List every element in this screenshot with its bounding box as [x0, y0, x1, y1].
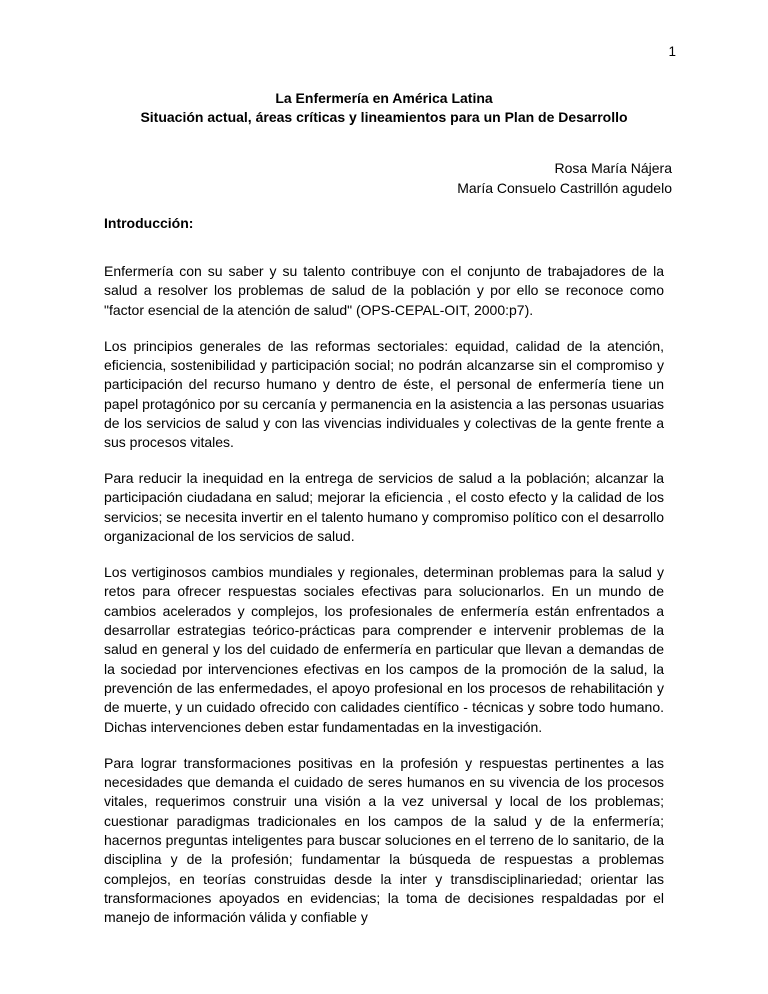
title-line-2: Situación actual, áreas críticas y lineamientos para un Plan de Desarrollo: [140, 109, 628, 125]
body-text: [104, 262, 664, 944]
paragraph: Para reducir la inequidad en la entrega de servicios de salud a la población; alcanzar la participación ciudadana en salud; mejorar la eficiencia , el costo efecto y la calidad de los servicios; se necesita invertir en el talento humano y compromiso político con el desarrollo organizacional de los servicios de salud.: [104, 470, 664, 545]
page-number: 1: [668, 44, 676, 59]
section-heading: Introducción:: [104, 215, 194, 231]
title-line-1: La Enfermería en América Latina: [275, 90, 493, 106]
paragraph: Enfermería con su saber y su talento contribuye con el conjunto de trabajadores de la salud a resolver los problemas de salud de la población y por ello se reconoce como "factor esencial de la atención de salud" (OPS-CEPAL-OIT, 2000:p7).: [104, 263, 664, 318]
document-title: [104, 89, 664, 127]
author-list: [457, 159, 672, 198]
paragraph: Para lograr transformaciones positivas en la profesión y respuestas pertinentes a las necesidades que demanda el cuidado de seres humanos en su vivencia de los procesos vitales, requerimos construir una visión a la vez universal y local de los problemas; cuestionar paradigmas tradicionales en los campos de la salud y de la enfermería; hacernos preguntas inteligentes para buscar soluciones en el terreno de lo sanitario, de la disciplina y de la profesión; fundamentar la búsqueda de respuestas a problemas complejos, en teorías construidas desde la inter y transdisciplinariedad; orientar las transformaciones apoyados en evidencias; la toma de decisiones respaldadas por el manejo de información válida y confiable y: [104, 754, 664, 926]
author-name: Rosa María Nájera: [554, 160, 672, 176]
paragraph: Los principios generales de las reformas sectoriales: equidad, calidad de la atención, eficiencia, sostenibilidad y participación social; no podrán alcanzarse sin el compromiso y participación del recurso humano y dentro de éste, el personal de enfermería tiene un papel protagónico por su cercanía y permanencia en la asistencia a las personas usuarias de los servicios de salud y con las vivencias individuales y colectivas de la gente frente a sus procesos vitales.: [104, 337, 664, 451]
author-name: María Consuelo Castrillón agudelo: [457, 179, 672, 196]
paragraph: Los vertiginosos cambios mundiales y regionales, determinan problemas para la salud y retos para ofrecer respuestas sociales efectivas para solucionarlos. En un mundo de cambios acelerados y complejos, los profesionales de enfermería están enfrentados a desarrollar estrategias teórico-prácticas para comprender e intervenir problemas de la salud en general y los del cuidado de enfermería en particular que llevan a demandas de la sociedad por intervenciones efectivas en los campos de la promoción de la salud, la prevención de las enfermedades, el apoyo profesional en los procesos de rehabilitación y de muerte, y un cuidado ofrecido con calidades científico - técnicas y sobre todo humano. Dichas intervenciones deben estar fundamentadas en la investigación.: [104, 563, 664, 735]
